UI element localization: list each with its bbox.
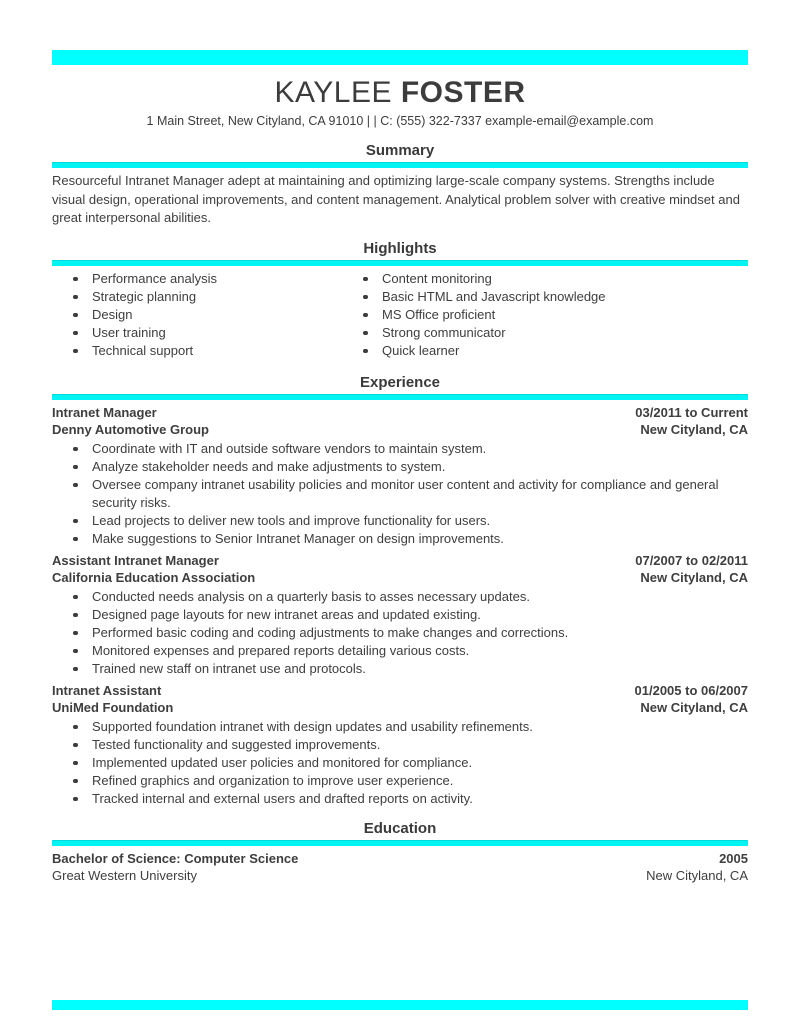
job-dates: 03/2011 to Current xyxy=(635,404,748,420)
section-divider xyxy=(52,394,748,400)
list-item: Refined graphics and organization to improve user experience. xyxy=(52,772,748,790)
section-title-education: Education xyxy=(363,819,437,837)
bottom-accent-bar xyxy=(52,1000,748,1010)
highlights-right-list xyxy=(342,270,748,360)
job-title-row xyxy=(52,682,748,699)
job-company: UniMed Foundation xyxy=(52,699,174,715)
job-title: Assistant Intranet Manager xyxy=(52,552,219,568)
list-item: Design xyxy=(52,306,342,324)
job-bullet-list xyxy=(52,718,748,808)
list-item: Quick learner xyxy=(342,342,748,360)
list-item: Conducted needs analysis on a quarterly basis to asses necessary updates. xyxy=(52,588,748,606)
list-item: Oversee company intranet usability policies and monitor user content and activity for compliance and general security risks. xyxy=(52,476,748,512)
education-school: Great Western University xyxy=(52,867,197,883)
list-item: Analyze stakeholder needs and make adjustments to system. xyxy=(52,458,748,476)
list-item: Tested functionality and suggested improvements. xyxy=(52,736,748,754)
section-divider xyxy=(52,260,748,266)
job-location: New Cityland, CA xyxy=(640,569,748,585)
list-item: Basic HTML and Javascript knowledge xyxy=(342,288,748,306)
list-item: Supported foundation intranet with design updates and usability refinements. xyxy=(52,718,748,736)
list-item: Strong communicator xyxy=(342,324,748,342)
section-title-experience: Experience xyxy=(359,373,441,391)
highlights-columns xyxy=(52,268,748,362)
list-item: Implemented updated user policies and monitored for compliance. xyxy=(52,754,748,772)
list-item: Make suggestions to Senior Intranet Manager on design improvements. xyxy=(52,530,748,548)
highlights-left-list xyxy=(52,270,342,360)
list-item: Trained new staff on intranet use and protocols. xyxy=(52,660,748,678)
list-item: Performed basic coding and coding adjustments to make changes and corrections. xyxy=(52,624,748,642)
job-title-row xyxy=(52,404,748,421)
list-item: Content monitoring xyxy=(342,270,748,288)
section-divider xyxy=(52,162,748,168)
job-entry xyxy=(52,404,748,548)
education-year: 2005 xyxy=(719,850,748,866)
job-title: Intranet Manager xyxy=(52,404,157,420)
section-title-summary: Summary xyxy=(365,142,435,159)
summary-text: Resourceful Intranet Manager adept at maintaining and optimizing large-scale company systems. Strengths include visual design, operational improvements, and content management. Analytical problem solver with creative mindset and great interpersonal abilities. xyxy=(52,173,740,225)
list-item: Tracked internal and external users and drafted reports on activity. xyxy=(52,790,748,808)
education-degree-row xyxy=(52,850,748,867)
job-title: Intranet Assistant xyxy=(52,682,162,698)
list-item: User training xyxy=(52,324,342,342)
education-entry xyxy=(52,850,748,884)
list-item: Strategic planning xyxy=(52,288,342,306)
first-name: KAYLEE xyxy=(274,76,392,109)
job-location: New Cityland, CA xyxy=(640,699,748,715)
top-accent-bar xyxy=(52,50,748,65)
education-degree: Bachelor of Science: Computer Science xyxy=(52,850,299,866)
job-company: Denny Automotive Group xyxy=(52,421,209,437)
job-entry xyxy=(52,552,748,678)
job-bullet-list xyxy=(52,440,748,548)
job-company-row xyxy=(52,421,748,438)
last-name: FOSTER xyxy=(400,76,526,109)
job-company-row xyxy=(52,699,748,716)
list-item: Designed page layouts for new intranet areas and updated existing. xyxy=(52,606,748,624)
list-item: Technical support xyxy=(52,342,342,360)
list-item: Lead projects to deliver new tools and improve functionality for users. xyxy=(52,512,748,530)
job-title-row xyxy=(52,552,748,569)
job-company: California Education Association xyxy=(52,569,256,585)
candidate-name xyxy=(52,76,748,110)
section-title-highlights: Highlights xyxy=(363,239,437,257)
job-company-row xyxy=(52,569,748,586)
job-dates: 01/2005 to 06/2007 xyxy=(634,682,748,698)
section-divider xyxy=(52,840,748,846)
education-school-row xyxy=(52,867,748,884)
list-item: Coordinate with IT and outside software vendors to maintain system. xyxy=(52,440,748,458)
list-item: Performance analysis xyxy=(52,270,342,288)
list-item: MS Office proficient xyxy=(342,306,748,324)
education-location: New Cityland, CA xyxy=(646,867,748,883)
job-dates: 07/2007 to 02/2011 xyxy=(635,552,748,568)
contact-line: 1 Main Street, New Cityland, CA 91010 | | C: (555) 322-7337 example-email@example.com xyxy=(146,114,654,128)
job-entry xyxy=(52,682,748,808)
job-location: New Cityland, CA xyxy=(640,421,748,437)
list-item: Monitored expenses and prepared reports detailing various costs. xyxy=(52,642,748,660)
job-bullet-list xyxy=(52,588,748,678)
